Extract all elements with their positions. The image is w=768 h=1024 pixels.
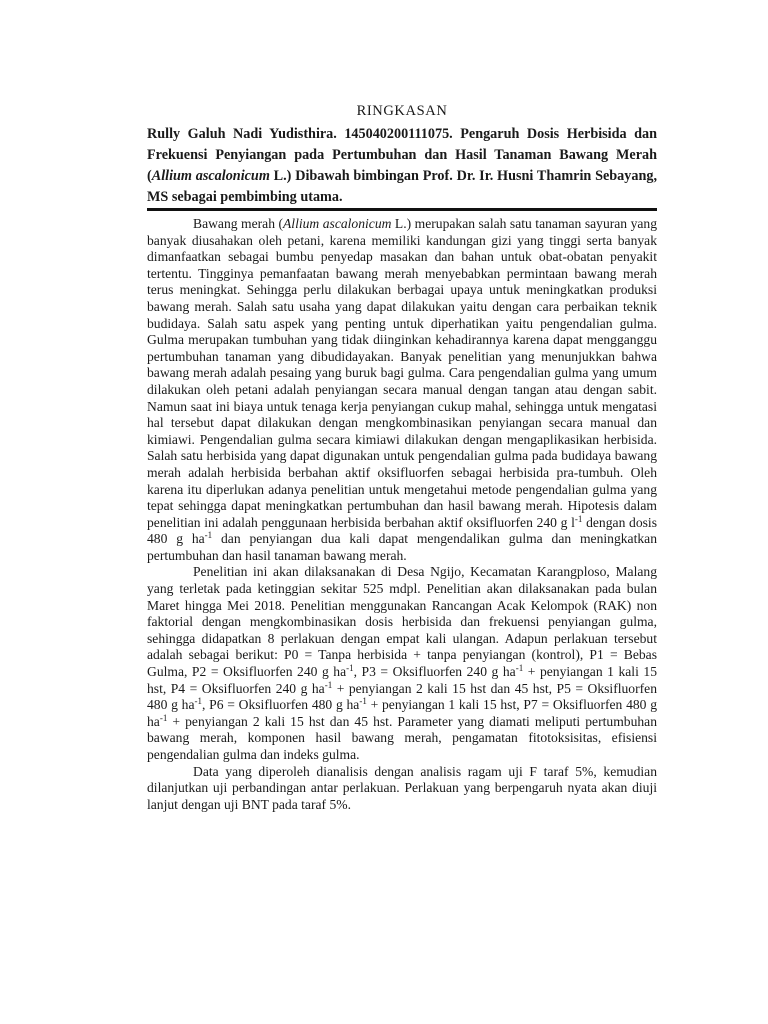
summary-header <box>147 124 657 208</box>
header-text-end: L.) Dibawah bimbingan Prof. Dr. Ir. Husni Thamrin Sebayang, MS sebagai pembimbing utama. <box>147 168 657 205</box>
p2-text-f: + penyiangan 1 kali 15 hst, P7 = Oksifluorfen 480 g ha <box>147 697 657 729</box>
header-text: Rully Galuh Nadi Yudisthira. 145040200111075. Pengaruh Dosis Herbisida dan Frekuensi Penyiangan pada Pertumbuhan dan Hasil Tanaman Bawang Merah ( <box>147 126 657 184</box>
p2-text-b: , P3 = Oksifluorfen 240 g ha <box>353 664 516 680</box>
p1-text-b: dengan dosis 480 g ha <box>147 514 657 547</box>
p1-sup-1: -1 <box>574 513 583 524</box>
header-species: Allium ascalonicum <box>151 168 270 184</box>
p2-sup-3: -1 <box>324 679 333 690</box>
p1-text-c: dan penyiangan dua kali dapat mengendalikan gulma dan meningkatkan pertumbuhan dan hasil tanaman bawang merah. <box>147 531 657 563</box>
p1-start: Bawang merah ( <box>193 216 283 231</box>
p2-sup-4: -1 <box>194 696 202 707</box>
p1-species: Allium ascalonicum <box>283 216 392 231</box>
p2-text-e: , P6 = Oksifluorfen 480 g ha <box>202 697 360 713</box>
p2-text-a: Penelitian ini akan dilaksanakan di Desa Ngijo, Kecamatan Karangploso, Malang yang terletak pada ketinggian sekitar 525 mdpl. Penelitian akan dilaksanakan pada bulan Maret hingga Mei 2018. Penelitian menggunakan Rancangan Acak Kelompok (RAK) non faktorial dengan mengkombinasikan dosis herbisida dan frekuensi penyiangan gulma, sehingga didapatkan 8 perlakuan dengan empat kali ulangan. Adapun perlakuan tersebut adalah sebagai berikut: P0 = Tanpa herbisida + tanpa penyiangan (kontrol), P1 = Bebas Gulma, P2 = Oksifluorfen 240 g ha <box>147 564 657 680</box>
paragraph-3: Data yang diperoleh dianalisis dengan analisis ragam uji F taraf 5%, kemudian dilanjutkan uji perbandingan antar perlakuan. Perlakuan yang berpengaruh nyata akan diuji lanjut dengan uji BNT pada taraf 5%. <box>147 763 657 812</box>
p2-text-g: + penyiangan 2 kali 15 hst dan 45 hst. Parameter yang diamati meliputi pertumbuhan bawang merah, komponen hasil bawang merah, pengamatan fitotoksisitas, efisiensi pengendalian gulma dan indeks gulma. <box>147 713 657 762</box>
p2-sup-6: -1 <box>159 712 168 723</box>
paragraph-2 <box>147 564 657 763</box>
p2-sup-2: -1 <box>515 663 524 674</box>
p1-text-a: L.) merupakan salah satu tanaman sayuran yang banyak diusahakan oleh petani, karena memiliki kandungan gizi yang tinggi serta banyak dimanfaatkan sebagai bumbu penyedap masakan dan bahan untuk obat-obatan penyakit tertentu. Tingginya pemanfaatan bawang merah menyebabkan permintaan bawang merah terus meningkat. Sehingga perlu dilakukan berbagai upaya untuk meningkatkan produksi bawang merah. Salah satu usaha yang dapat dilakukan yaitu dengan cara perbaikan teknik budidaya. Salah satu aspek yang penting untuk diperhatikan yaitu pengendalian gulma. Gulma merupakan tumbuhan yang tidak diinginkan kehadirannya karena dapat mengganggu pertumbuhan tanaman yang dibudidayakan. Banyak penelitian yang menunjukkan bahwa bawang merah adalah pesaing yang buruk bagi gulma. Cara pengendalian gulma yang umum dilakukan oleh petani adalah penyiangan secara manual dengan tangan atau dengan sabit. Namun saat ini biaya untuk tenaga kerja penyiangan cukup mahal, sehingga untuk mengatasi hal tersebut dapat dilakukan dengan mengkombinasikan penyiangan secara manual dan kimiawi. Pengendalian gulma secara kimiawi dilakukan dengan mengaplikasikan herbisida. Salah satu herbisida yang dapat digunakan untuk pengendalian gulma pada budidaya bawang merah adalah herbisida berbahan aktif oksifluorfen sebagai herbisida pra-tumbuh. Oleh karena itu diperlukan adanya penelitian untuk mengetahui metode pengendalian gulma yang tepat sehingga dapat meningkatkan pertumbuhan dan hasil bawang merah. Hipotesis dalam penelitian ini adalah penggunaan herbisida berbahan aktif oksifluorfen 240 g l <box>147 216 658 530</box>
header-divider <box>147 208 657 211</box>
paragraph-1 <box>147 216 657 564</box>
page-title: RINGKASAN <box>356 103 448 119</box>
p2-text-c: + penyiangan 1 kali 15 hst, P4 = Oksifluorfen 240 g ha <box>147 664 657 696</box>
p2-text-d: + penyiangan 2 kali 15 hst dan 45 hst, P5 = Oksifluorfen 480 g ha <box>147 680 657 713</box>
p2-sup-1: -1 <box>346 663 354 674</box>
p2-sup-5: -1 <box>359 696 367 707</box>
p1-sup-2: -1 <box>204 530 213 541</box>
summary-body <box>147 216 657 813</box>
